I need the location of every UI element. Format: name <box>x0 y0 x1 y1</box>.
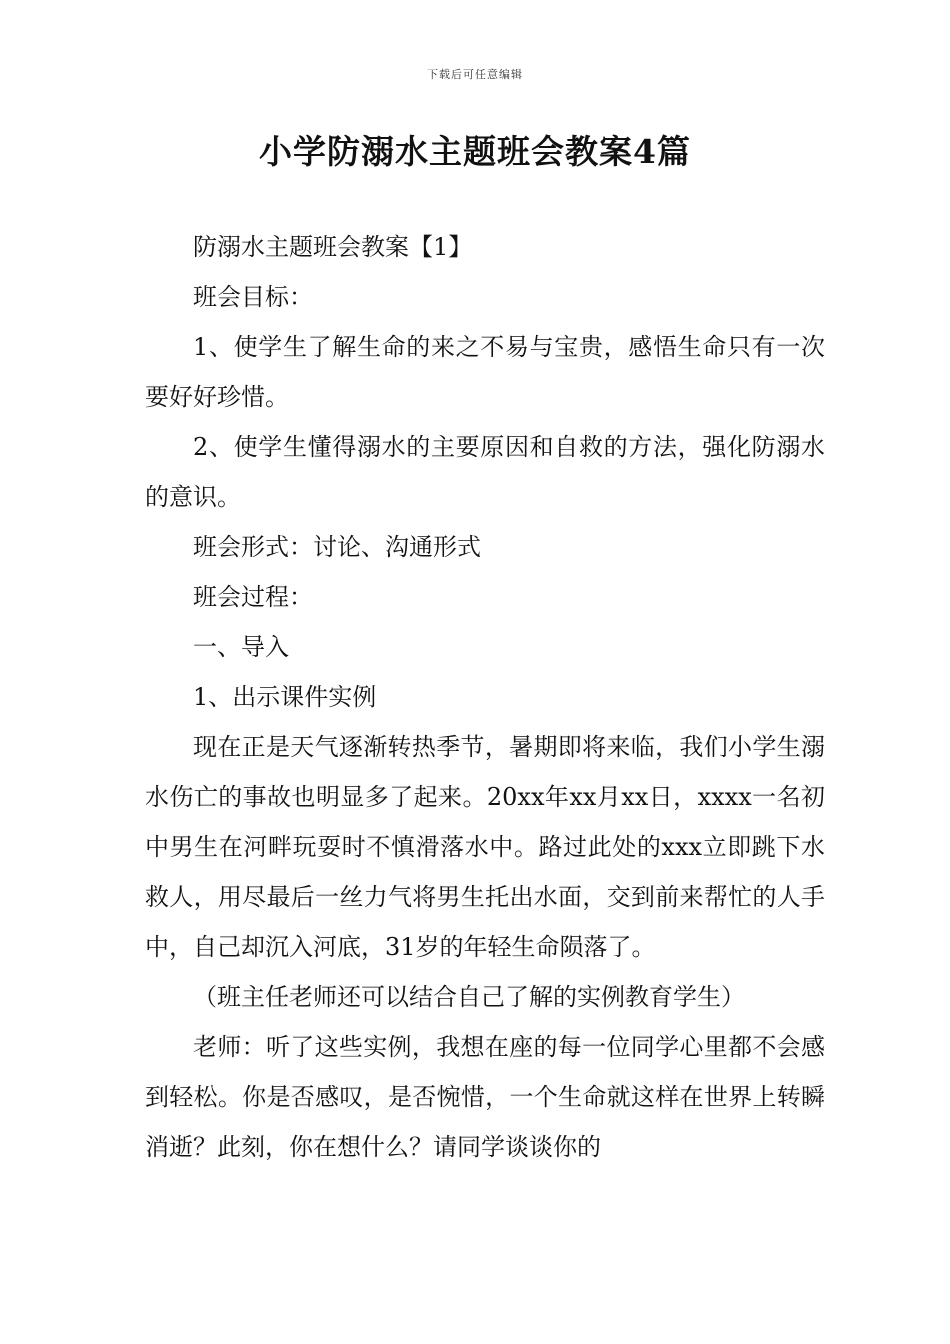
paragraph-process-label: 班会过程： <box>193 583 313 611</box>
paragraph-intro-heading: 一、导入 <box>193 633 289 661</box>
paragraph-format: 班会形式：讨论、沟通形式 <box>193 533 481 561</box>
document-body <box>145 222 825 1172</box>
paragraph-teacher-speech: 老师：听了这些实例，我想在座的每一位同学心里都不会感到轻松。你是否感叹，是否惋惜，一个生命就这样在世界上转瞬消逝？此刻，你在想什么？请同学谈谈你的 <box>145 1033 825 1161</box>
paragraph-goal-2: 2、使学生懂得溺水的主要原因和自救的方法，强化防溺水的意识。 <box>145 433 825 511</box>
document-title: 小学防溺水主题班会教案4篇 <box>259 132 691 171</box>
paragraph-teacher-note: （班主任老师还可以结合自己了解的实例教育学生） <box>193 983 745 1011</box>
paragraph-intro-item-1: 1、出示课件实例 <box>193 683 377 711</box>
paragraph-section-heading: 防溺水主题班会教案【1】 <box>193 233 473 261</box>
paragraph-goals-label: 班会目标： <box>193 283 313 311</box>
paragraph-goal-1: 1、使学生了解生命的来之不易与宝贵，感悟生命只有一次要好好珍惜。 <box>145 333 825 411</box>
header-note: 下载后可任意编辑 <box>427 68 523 81</box>
paragraph-case-story: 现在正是天气逐渐转热季节，暑期即将来临，我们小学生溺水伤亡的事故也明显多了起来。20xx年xx月xx日，xxxx一名初中男生在河畔玩耍时不慎滑落水中。路过此处的xxx立即跳下水救人，用尽最后一丝力气将男生托出水面，交到前来帮忙的人手中，自己却沉入河底，31岁的年轻生命陨落了。 <box>145 733 825 961</box>
